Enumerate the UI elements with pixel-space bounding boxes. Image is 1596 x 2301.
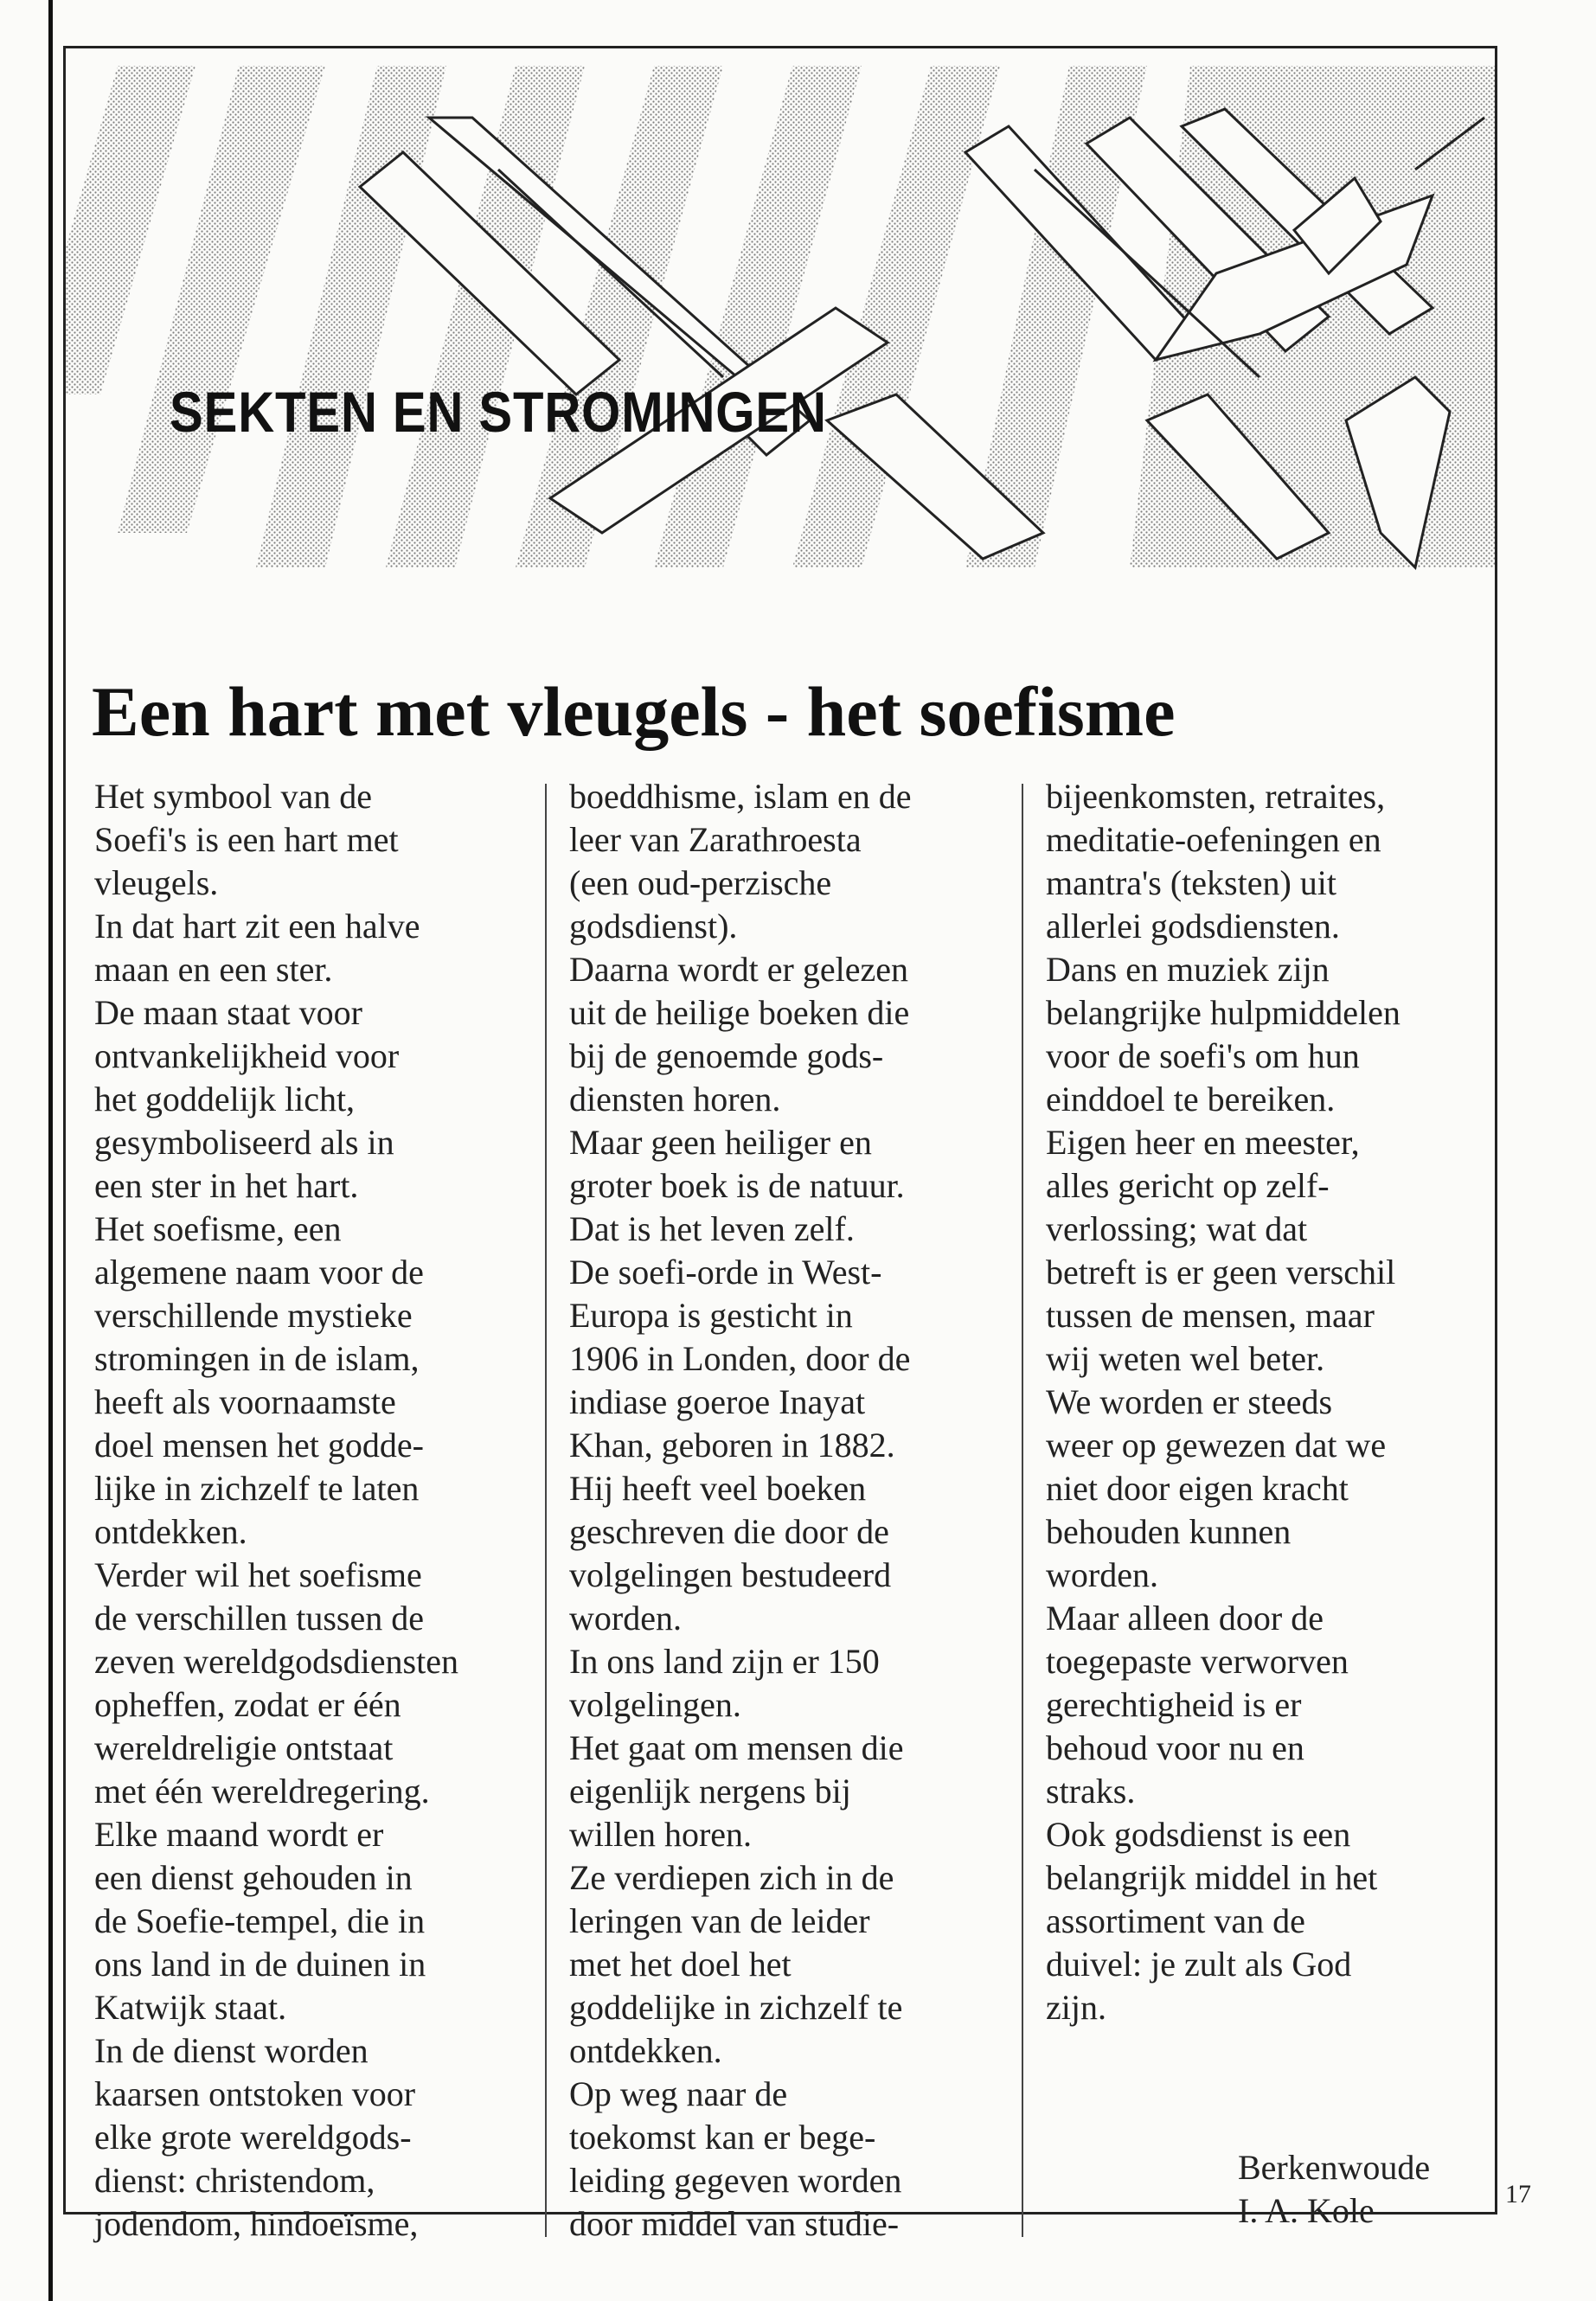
text-line: We worden er steeds [1046,1382,1333,1421]
page-number: 17 [1505,2180,1531,2208]
text-line: wereldreligie ontstaat [94,1728,394,1767]
text-line: assortiment van de [1046,1901,1305,1940]
text-line: Verder wil het soefisme [94,1555,422,1594]
text-line: stromingen in de islam, [94,1339,420,1378]
text-line: leer van Zarathroesta [569,820,862,859]
text-line: wij weten wel beter. [1046,1339,1325,1378]
text-line: worden. [569,1599,682,1638]
text-line: uit de heilige boeken die [569,993,910,1032]
text-line: kaarsen ontstoken voor [94,2074,416,2113]
text-line: goddelijke in zichzelf te [569,1988,903,2027]
text-line: allerlei godsdiensten. [1046,907,1340,945]
text-line: Het gaat om mensen die [569,1728,904,1767]
text-line: godsdienst). [569,907,738,945]
text-line: ontdekken. [569,2031,722,2070]
text-line: bijeenkomsten, retraites, [1046,777,1386,816]
text-line: Dat is het leven zelf. [569,1209,855,1248]
text-line: volgelingen bestudeerd [569,1555,892,1594]
text-line: 1906 in Londen, door de [569,1339,911,1378]
text-line: indiase goeroe Inayat [569,1382,866,1421]
page-frame [63,46,1497,2243]
text-line: boeddhisme, islam en de [569,777,912,816]
text-line: straks. [1046,1772,1136,1811]
text-line: weer op gewezen dat we [1046,1426,1387,1465]
text-line: groter boek is de natuur. [569,1166,905,1205]
text-line: Katwijk staat. [94,1988,287,2027]
text-line: verschillende mystieke [94,1296,413,1335]
text-line: door middel van studie- [569,2204,900,2243]
text-line: elke grote wereldgods- [94,2118,412,2157]
text-line: In dat hart zit een halve [94,907,420,945]
text-line: met het doel het [569,1945,792,1984]
header-banner [66,48,1495,602]
text-line: behouden kunnen [1046,1512,1292,1551]
text-line: Elke maand wordt er [94,1815,384,1854]
text-line: worden. [1046,1555,1158,1594]
text-line: belangrijk middel in het [1046,1858,1378,1897]
text-line: alles gericht op zelf- [1046,1166,1330,1205]
text-line: Europa is gesticht in [569,1296,853,1335]
text-line: diensten horen. [569,1080,781,1118]
text-line: gesymboliseerd als in [94,1123,394,1162]
text-line: de Soefie-tempel, die in [94,1901,426,1940]
section-title: SEKTEN EN STROMINGEN [170,380,827,444]
text-line: Het symbool van de [94,777,373,816]
text-line: ontdekken. [94,1512,247,1551]
text-line: Hij heeft veel boeken [569,1469,867,1508]
text-line: niet door eigen kracht [1046,1469,1349,1508]
text-line: mantra's (teksten) uit [1046,863,1336,902]
article-column-3 [1046,775,1496,2029]
article-column-2 [569,775,1054,2246]
text-line: ons land in de duinen in [94,1945,426,1984]
text-line: Ze verdiepen zich in de [569,1858,894,1897]
text-line: leringen van de leider [569,1901,870,1940]
text-line: het goddelijk licht, [94,1080,356,1118]
text-line: bij de genoemde gods- [569,1036,884,1075]
text-line: toegepaste verworven [1046,1642,1349,1681]
author-name: I. A. Kole [1238,2191,1375,2230]
text-line: Dans en muziek zijn [1046,950,1330,989]
author-signature [1238,2146,1430,2233]
article-column-1 [94,775,579,2246]
text-line: dienst: christendom, [94,2161,375,2200]
text-line: belangrijke hulpmiddelen [1046,993,1401,1032]
banner-graphic [66,48,1495,602]
text-line: een dienst gehouden in [94,1858,413,1897]
text-line: Maar geen heiliger en [569,1123,872,1162]
text-line: verlossing; wat dat [1046,1209,1308,1248]
text-line: heeft als voornaamste [94,1382,396,1421]
text-line: In de dienst worden [94,2031,369,2070]
text-line: willen horen. [569,1815,753,1854]
author-place: Berkenwoude [1238,2148,1431,2187]
text-line: geschreven die door de [569,1512,889,1551]
text-line: duivel: je zult als God [1046,1945,1352,1984]
text-line: betreft is er geen verschil [1046,1253,1396,1292]
text-line: De soefi-orde in West- [569,1253,882,1292]
article-title: Een hart met vleugels - het soefisme [92,672,1176,751]
text-line: opheffen, zodat er één [94,1685,401,1724]
text-line: Daarna wordt er gelezen [569,950,908,989]
text-line: zijn. [1046,1988,1106,2027]
binding-edge-line [48,0,53,2301]
text-line: behoud voor nu en [1046,1728,1304,1767]
text-line: In ons land zijn er 150 [569,1642,880,1681]
text-line: de verschillen tussen de [94,1599,424,1638]
text-line: Eigen heer en meester, [1046,1123,1360,1162]
text-line: eigenlijk nergens bij [569,1772,851,1811]
text-line: ontvankelijkheid voor [94,1036,400,1075]
text-line: Het soefisme, een [94,1209,342,1248]
text-line: Soefi's is een hart met [94,820,399,859]
text-line: (een oud-perzische [569,863,832,902]
text-line: maan en een ster. [94,950,333,989]
text-line: gerechtigheid is er [1046,1685,1302,1724]
text-line: einddoel te bereiken. [1046,1080,1336,1118]
text-line: doel mensen het godde- [94,1426,424,1465]
text-line: De maan staat voor [94,993,362,1032]
text-line: lijke in zichzelf te laten [94,1469,420,1508]
text-line: vleugels. [94,863,219,902]
text-line: met één wereldregering. [94,1772,430,1811]
text-line: jodendom, hindoeïsme, [94,2204,419,2243]
text-line: meditatie-oefeningen en [1046,820,1381,859]
text-line: Op weg naar de [569,2074,788,2113]
text-line: leiding gegeven worden [569,2161,902,2200]
text-line: toekomst kan er bege- [569,2118,876,2157]
text-line: Ook godsdienst is een [1046,1815,1351,1854]
text-line: zeven wereldgodsdiensten [94,1642,458,1681]
text-line: algemene naam voor de [94,1253,424,1292]
text-line: een ster in het hart. [94,1166,359,1205]
text-line: voor de soefi's om hun [1046,1036,1360,1075]
text-line: Maar alleen door de [1046,1599,1324,1638]
text-line: volgelingen. [569,1685,741,1724]
text-line: tussen de mensen, maar [1046,1296,1375,1335]
text-line: Khan, geboren in 1882. [569,1426,895,1465]
